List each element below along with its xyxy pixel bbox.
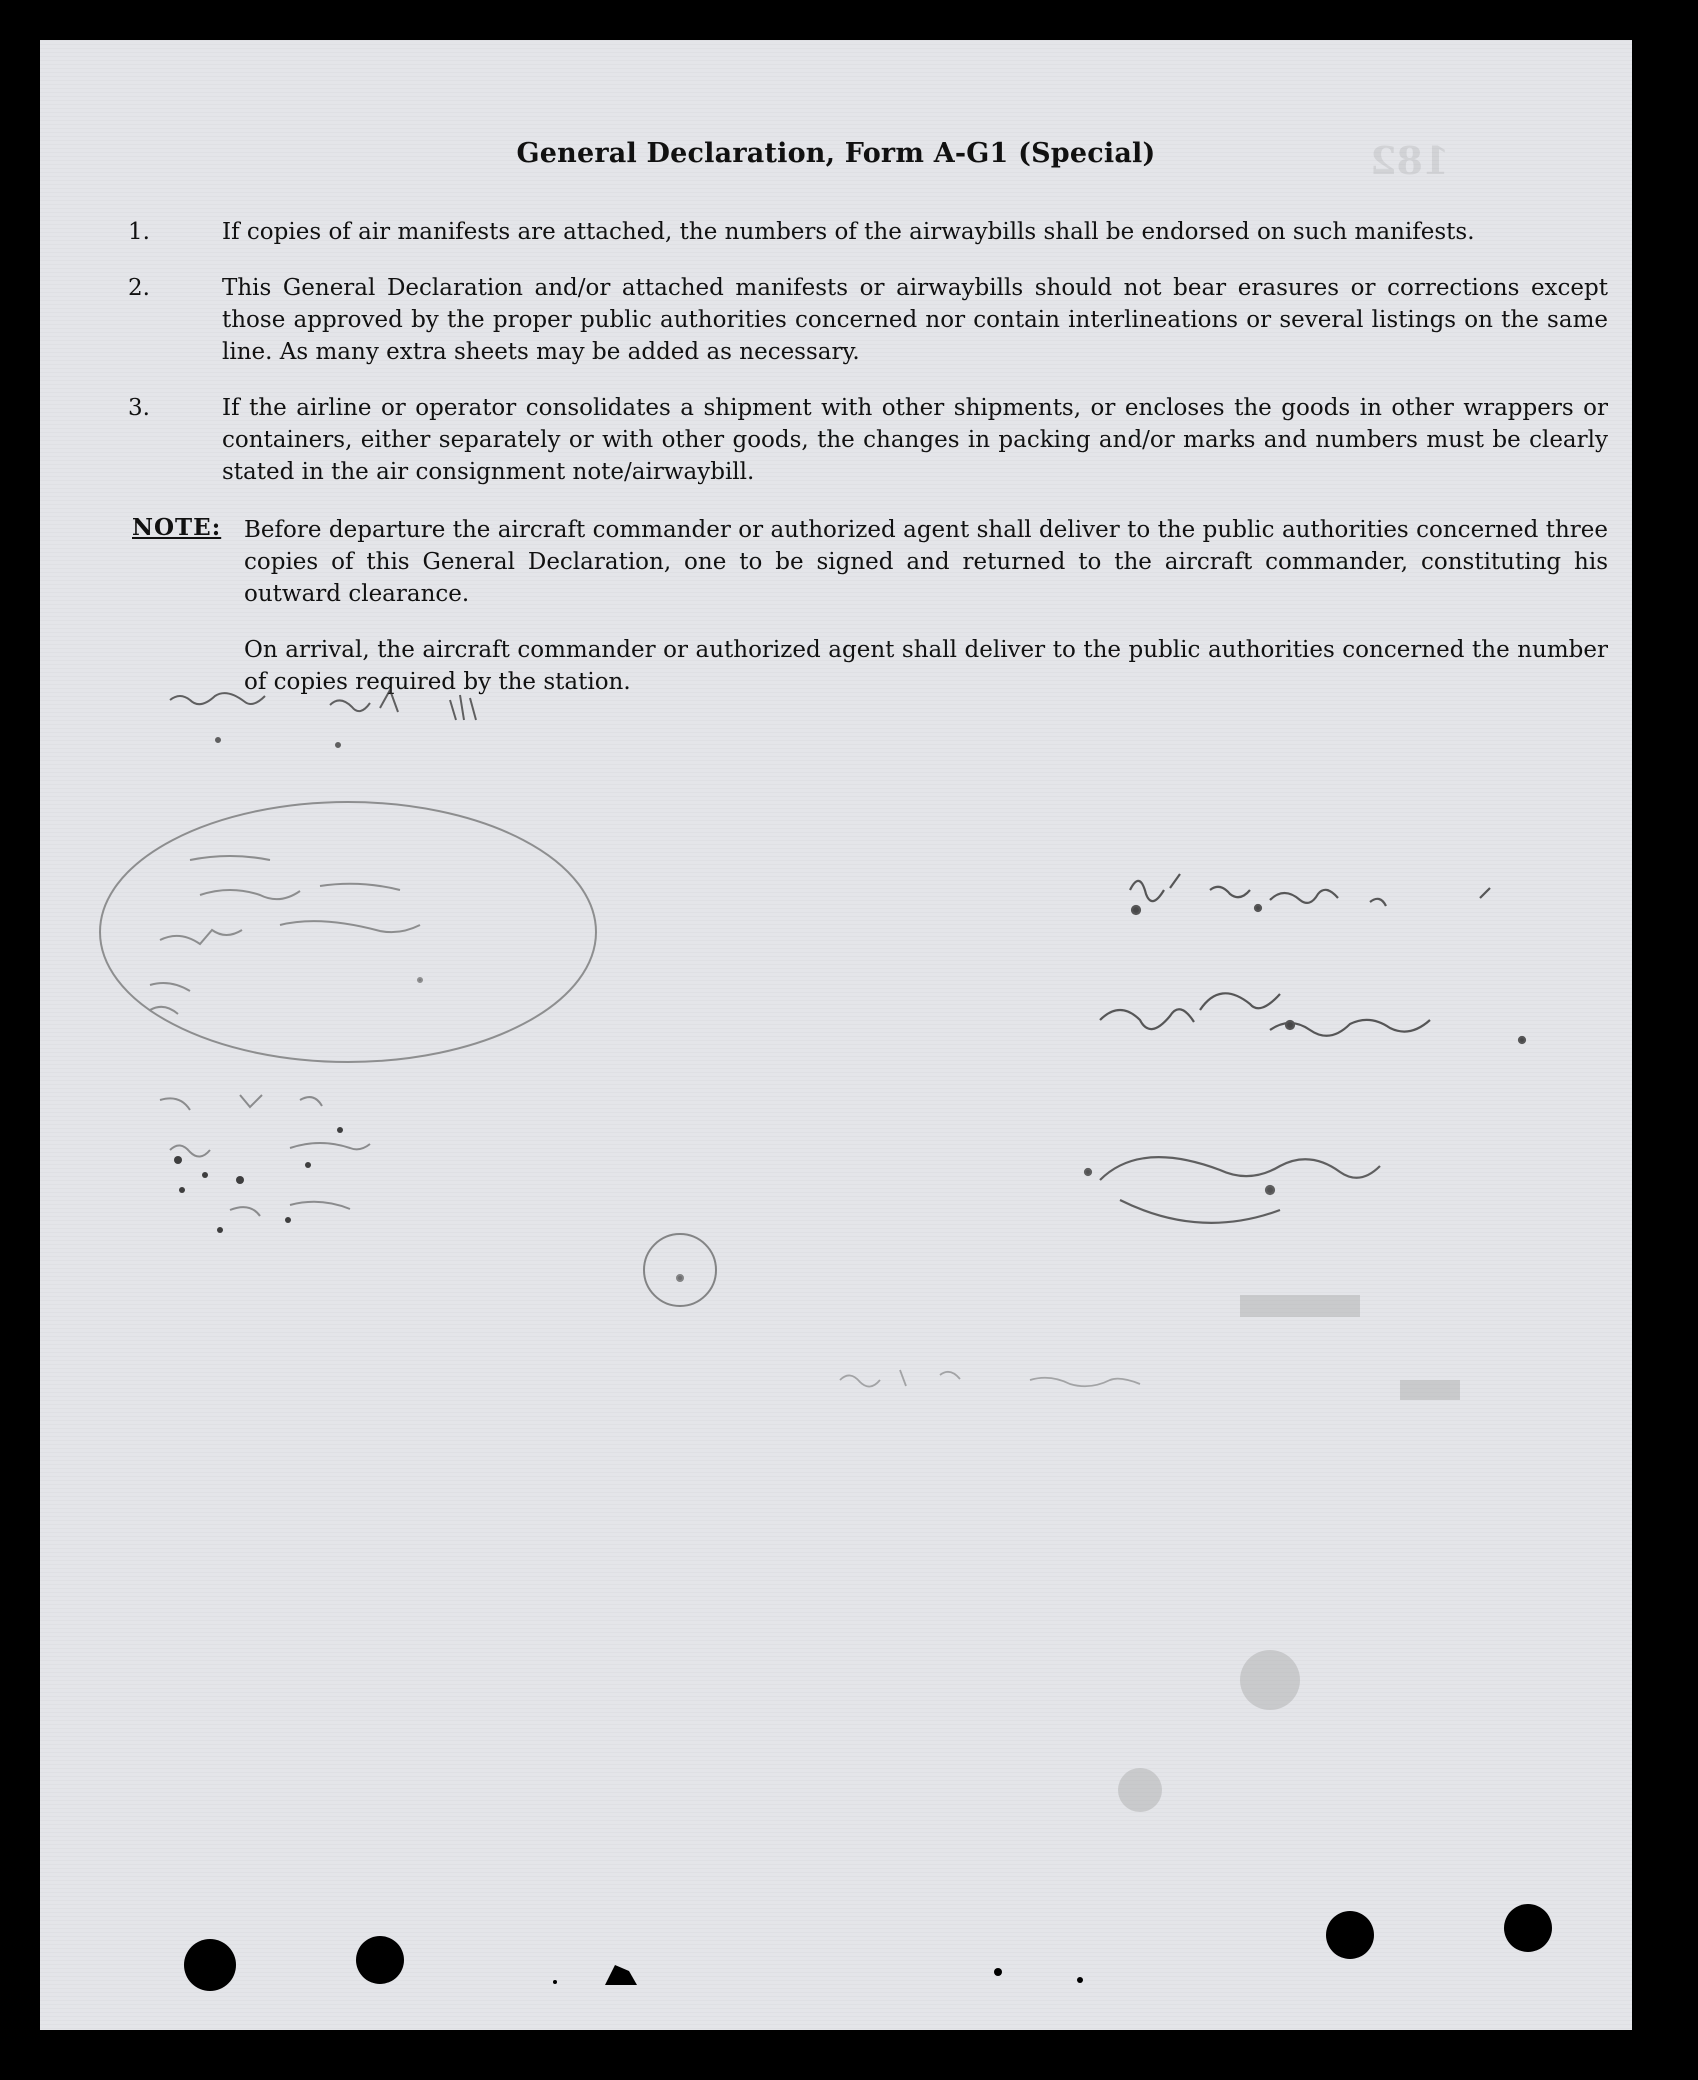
item-number: 2. (128, 275, 150, 301)
signature-right-top (1130, 874, 1490, 914)
item-text: This General Declaration and/or attached manifests or airwaybills should not bear erasures or corrections except those approved by the proper public authorities concerned nor contain interlineations or several listings on the same line. As many extra sheets may be added as necessary. (222, 275, 1608, 365)
bleed-through-stamp (1400, 1380, 1460, 1400)
smudge-mark (1118, 1768, 1162, 1812)
handwritten-marks (40, 40, 1632, 2030)
punch-hole (1326, 1911, 1374, 1959)
small-circle-mark (644, 1234, 716, 1306)
bleed-through-stamp (1240, 1295, 1360, 1317)
stamp-oval (100, 802, 596, 1062)
faint-handwriting-bottom (840, 1370, 1140, 1387)
punch-hole (605, 1965, 637, 1985)
item-text: If copies of air manifests are attached, the numbers of the airwaybills shall be endorsed on such manifests. (222, 219, 1475, 245)
item-number: 1. (128, 219, 150, 245)
page-title: General Declaration, Form A-G1 (Special) (516, 138, 1156, 169)
punch-hole (1504, 1904, 1552, 1952)
item-number: 3. (128, 395, 150, 421)
punch-hole (184, 1939, 236, 1991)
punch-hole (356, 1936, 404, 1984)
signature-right-bottom (1085, 1157, 1380, 1223)
item-text: If the airline or operator consolidates a shipment with other shipments, or encloses the goods in other wrappers or containers, either separately or with other goods, the changes in packing and/or marks and numbers must be clearly stated in the air consignment note/airwaybill. (222, 395, 1608, 485)
faint-handwriting-top-left (170, 690, 476, 747)
note-label: NOTE: (132, 514, 222, 541)
bleed-through-page-number: 182 (1370, 138, 1450, 183)
smudge-mark (1240, 1650, 1300, 1710)
signature-right-middle (1100, 993, 1525, 1043)
document-page (40, 40, 1632, 2030)
punch-holes (184, 1904, 1552, 1991)
note-paragraph-2: On arrival, the aircraft commander or authorized agent shall deliver to the public authorities concerned the number of copies required by the station. (244, 637, 1608, 695)
note-paragraph-1: Before departure the aircraft commander or authorized agent shall deliver to the public authorities concerned three copies of this General Declaration, one to be signed and returned to the aircraft commander, constituting his outward clearance. (244, 517, 1608, 607)
